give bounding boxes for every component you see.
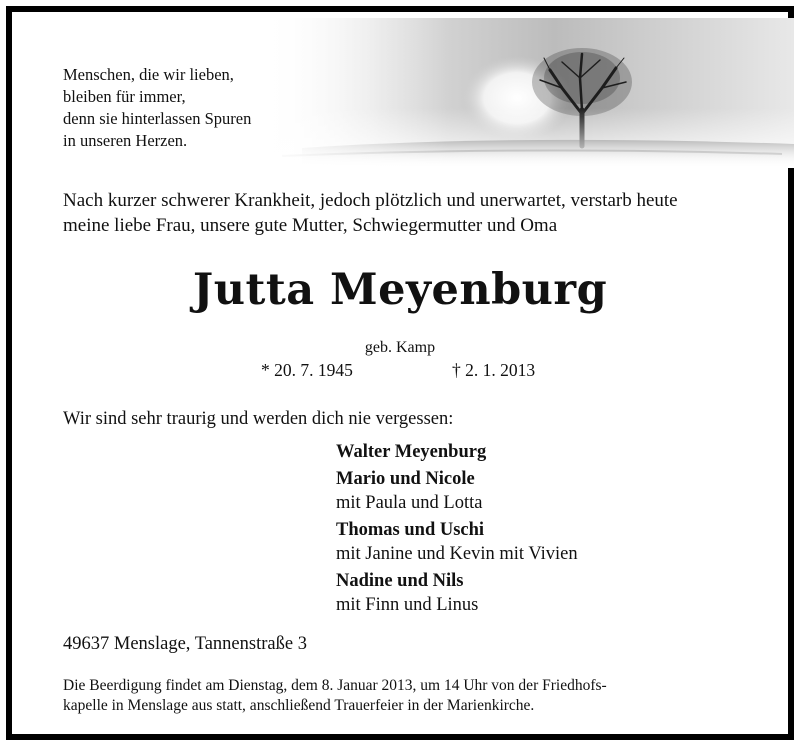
quote-verse [63,64,251,152]
quote-line: in unseren Herzen. [63,131,188,150]
mourner-names: Thomas und Uschi [336,520,485,540]
funeral-notice [63,676,763,716]
family-address: 49637 Menslage, Tannenstraße 3 [63,634,307,654]
mourner-names: Nadine und Nils [336,571,464,591]
quote-line: bleiben für immer, [63,87,186,106]
deceased-name: Jutta Meyenburg [192,265,608,315]
mourner-children: mit Paula und Lotta [336,493,483,513]
mourner-children: mit Janine und Kevin mit Vivien [336,544,578,564]
obituary-content [12,12,788,734]
intro-line: meine liebe Frau, unsere gute Mutter, Schwiegermutter und Oma [63,215,558,236]
intro-line: Nach kurzer schwerer Krankheit, jedoch plötzlich und unerwartet, verstarb heute [63,190,678,211]
mourner-group [336,440,578,464]
mourners-list [336,440,578,620]
birth-date: * 20. 7. 1945 [261,360,353,380]
quote-line: Menschen, die wir lieben, [63,65,234,84]
tree-landscape-image [262,18,794,168]
maiden-name: geb. Kamp [364,339,436,356]
mourner-children: mit Finn und Linus [336,595,479,615]
mourner-names: Mario und Nicole [336,469,475,489]
obituary-frame [6,6,794,740]
funeral-line: Die Beerdigung findet am Dienstag, dem 8. Januar 2013, um 14 Uhr von der Friedhofs- [63,677,607,694]
mourner-group [336,467,578,515]
death-date: † 2. 1. 2013 [452,360,536,380]
funeral-line: kapelle in Menslage aus statt, anschließend Trauerfeier in der Marienkirche. [63,697,535,714]
intro-text [63,188,763,238]
mourner-group [336,518,578,566]
quote-line: denn sie hinterlassen Spuren [63,109,252,128]
mourner-group [336,569,578,617]
mourner-names: Walter Meyenburg [336,442,487,462]
mourning-line: Wir sind sehr traurig und werden dich nie vergessen: [63,409,454,429]
